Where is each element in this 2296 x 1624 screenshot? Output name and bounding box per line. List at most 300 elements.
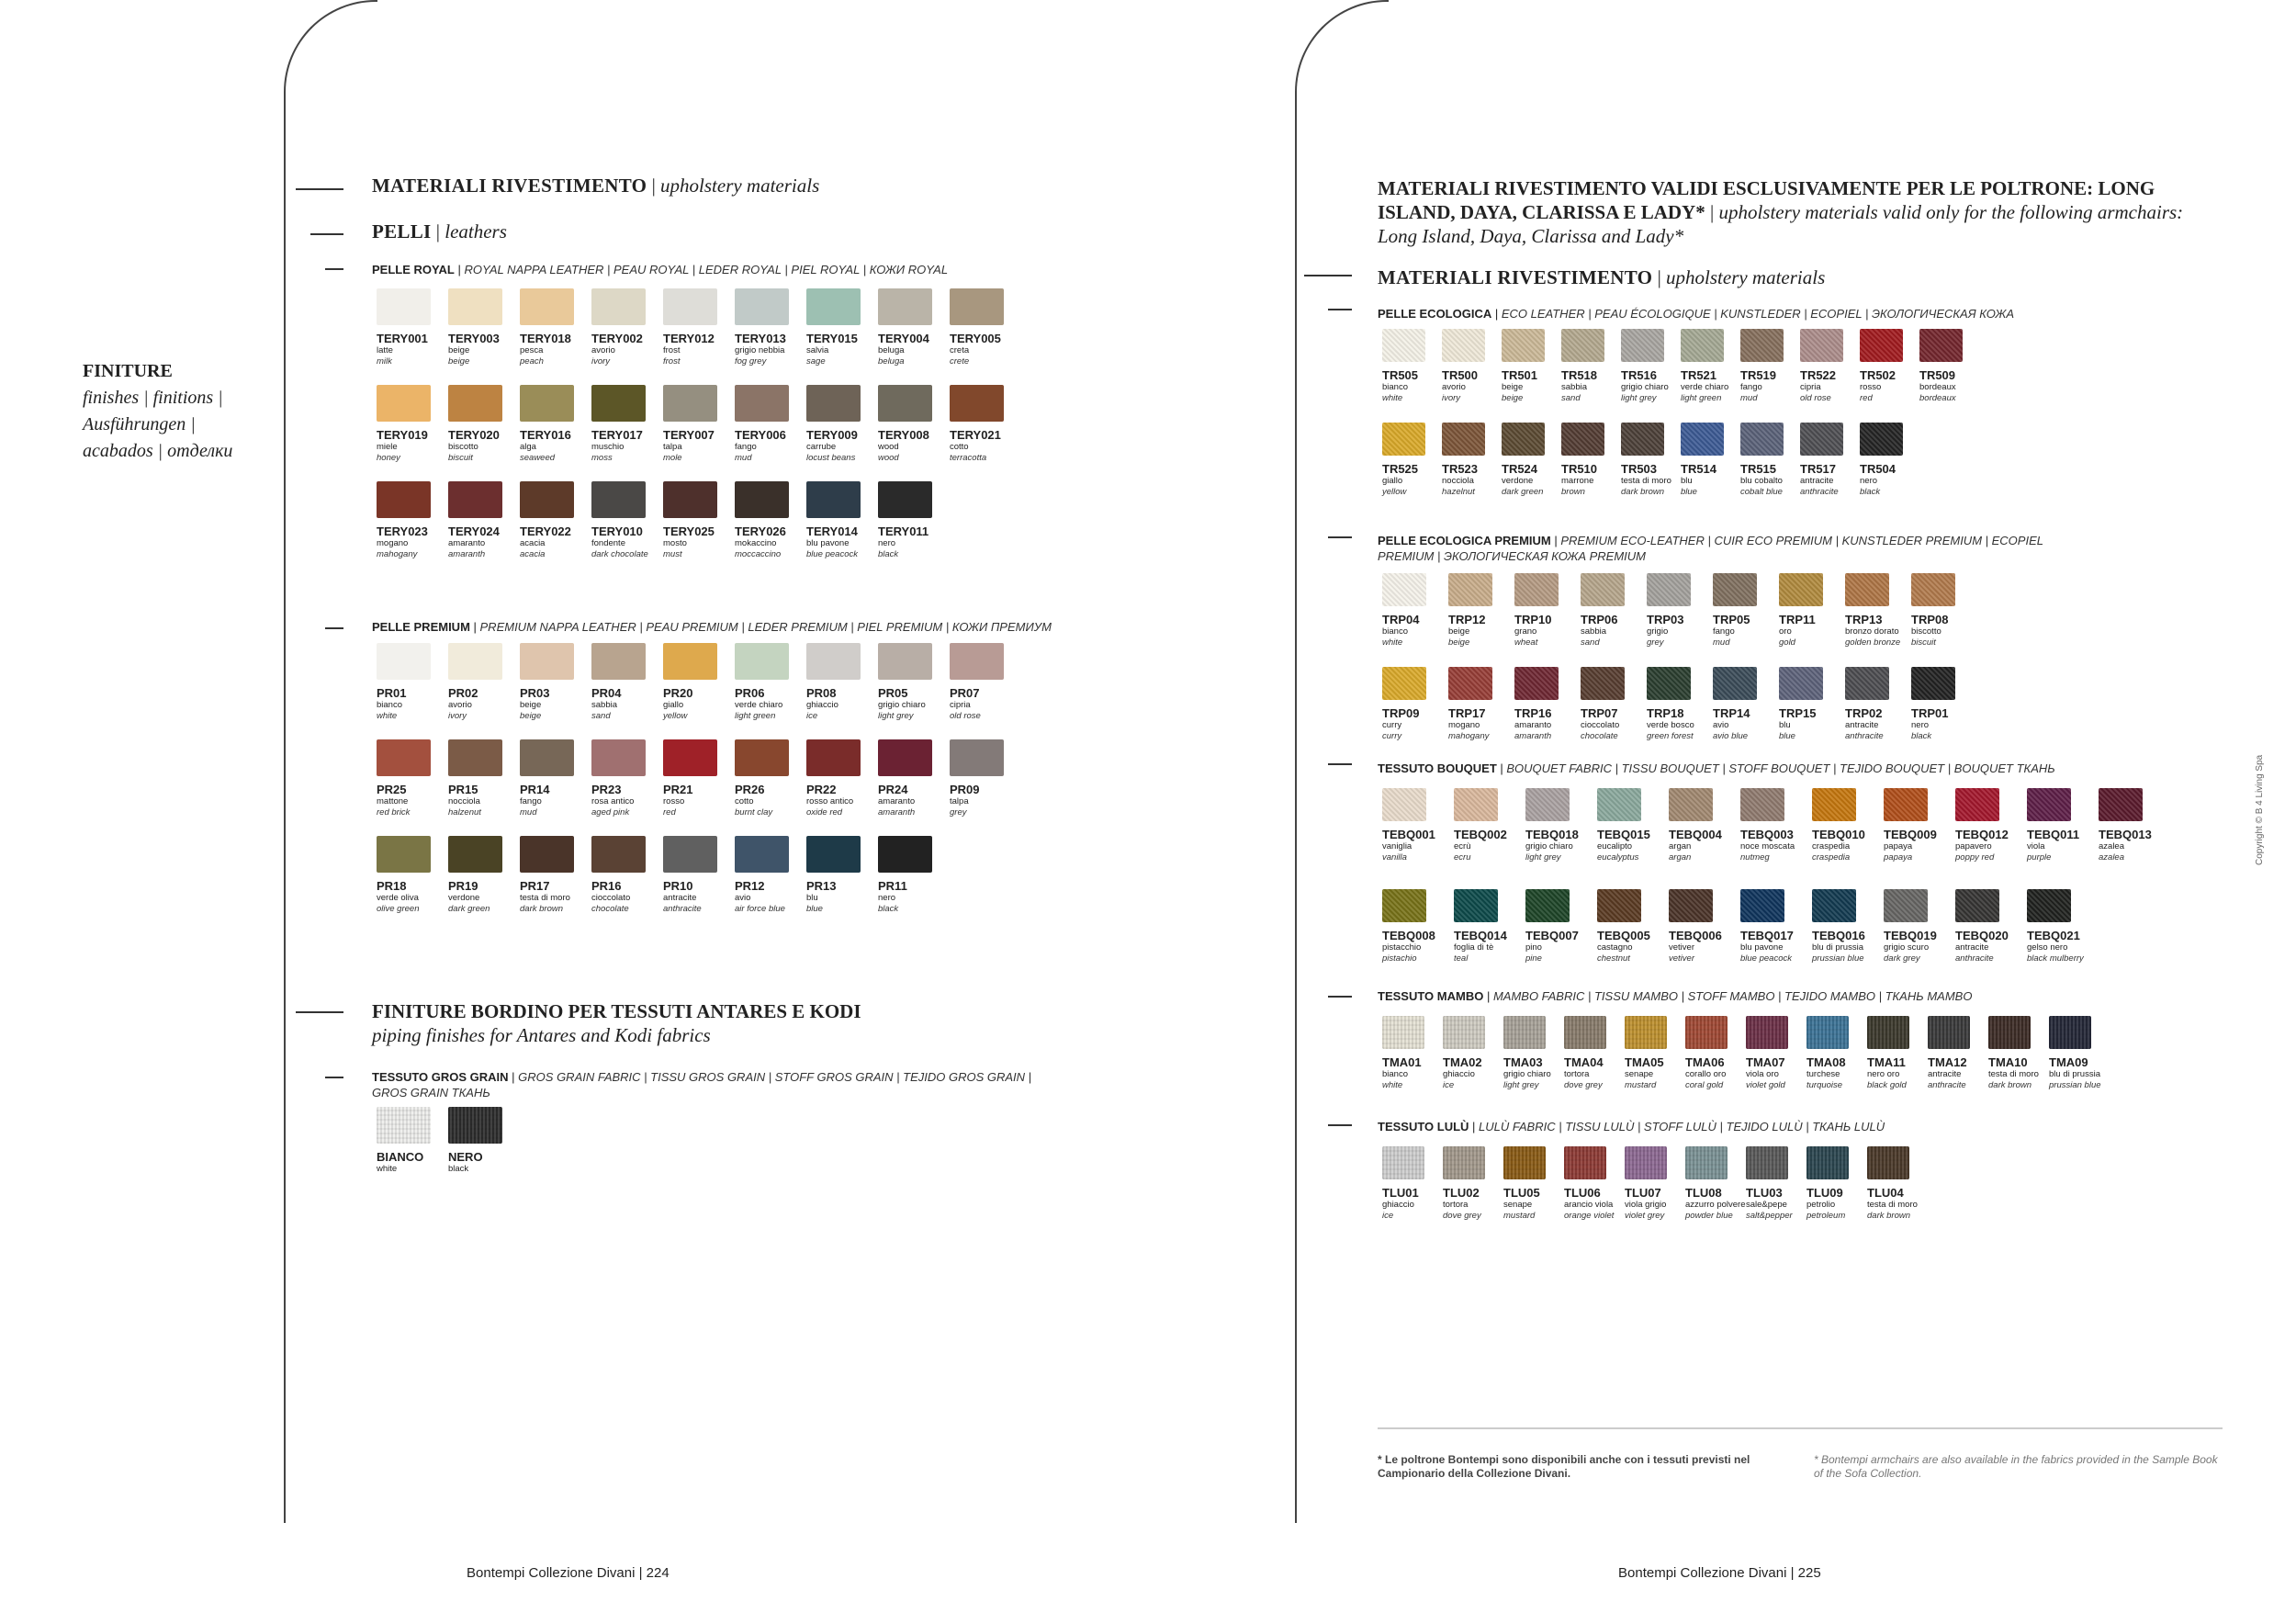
swatch-italian-name: bianco	[1382, 382, 1408, 392]
swatch-english-name: brown	[1561, 487, 1585, 497]
swatch-english-name: blue peacock	[1740, 953, 1792, 964]
swatch-item	[878, 643, 932, 739]
swatch-item	[950, 643, 1004, 739]
swatch-italian-name: ghiaccio	[1382, 1200, 1414, 1210]
swatch-chip	[663, 288, 717, 325]
swatch-chip	[950, 739, 1004, 776]
swatch-item	[1911, 573, 1955, 667]
swatch-chip	[1382, 1016, 1424, 1049]
swatch-italian-name: testa di moro	[1621, 476, 1671, 486]
swatch-english-name: light grey	[1525, 852, 1561, 863]
swatch-chip	[1647, 667, 1691, 700]
swatch-italian-name: acacia	[520, 538, 546, 548]
swatch-item	[1443, 1146, 1485, 1222]
swatch-english-name: beluga	[878, 356, 905, 367]
swatch-chip	[1812, 889, 1856, 922]
swatch-code: TEBQ013	[2099, 828, 2152, 841]
swatch-english-name: black	[1860, 487, 1881, 497]
swatch-english-name: white	[1382, 637, 1403, 648]
eco-rule	[1328, 309, 1352, 310]
swatch-code: TEBQ009	[1884, 828, 1937, 841]
swatch-english-name: blue	[806, 904, 823, 914]
swatch-chip	[520, 481, 574, 518]
swatch-item	[1443, 1016, 1485, 1108]
swatch-italian-name: amaranto	[878, 796, 916, 806]
swatch-code: TEBQ017	[1740, 929, 1794, 942]
swatch-code: TERY007	[663, 428, 715, 442]
swatch-english-name: prussian blue	[2049, 1080, 2101, 1090]
swatch-chip	[2027, 889, 2071, 922]
swatch-chip	[1955, 788, 1999, 821]
swatch-code: TR519	[1740, 368, 1777, 382]
swatch-italian-name: verdone	[1502, 476, 1534, 486]
swatch-item	[448, 288, 502, 385]
swatch-item	[1746, 1016, 1788, 1108]
swatch-italian-name: avio	[1713, 720, 1729, 730]
swatch-english-name: gold	[1779, 637, 1795, 648]
swatch-item	[878, 385, 932, 481]
swatch-chip	[1448, 667, 1492, 700]
swatch-code: TRP04	[1382, 613, 1420, 626]
swatch-chip	[1988, 1016, 2031, 1049]
swatch-english-name: dove grey	[1564, 1080, 1603, 1090]
swatch-item	[1740, 423, 1784, 516]
swatch-chip	[1502, 329, 1545, 362]
swatch-code: PR09	[950, 783, 980, 796]
swatch-italian-name: corallo oro	[1685, 1069, 1727, 1079]
swatch-code: NERO	[448, 1150, 483, 1164]
swatch-english-name: black gold	[1867, 1080, 1907, 1090]
swatch-chip	[1740, 423, 1784, 456]
swatch-item	[1867, 1016, 1909, 1108]
swatch-code: TLU01	[1382, 1186, 1419, 1200]
swatch-italian-name: senape	[1503, 1200, 1533, 1210]
swatch-english-name: azalea	[2099, 852, 2124, 863]
swatch-code: TEBQ011	[2027, 828, 2080, 841]
swatch-item	[1442, 423, 1485, 516]
swatch-code: TR523	[1442, 462, 1479, 476]
swatch-italian-name: ghiaccio	[1443, 1069, 1475, 1079]
swatch-italian-name: mogano	[377, 538, 409, 548]
swatch-italian-name: papaya	[1884, 841, 1913, 851]
swatch-chip	[806, 385, 861, 422]
swatch-english-name: blue	[1681, 487, 1697, 497]
swatch-code: TERY002	[591, 332, 643, 345]
swatch-item	[377, 288, 431, 385]
swatch-code: PR05	[878, 686, 908, 700]
swatch-chip	[591, 481, 646, 518]
swatch-english-name: purple	[2027, 852, 2052, 863]
grosgrain-rule	[325, 1077, 343, 1078]
swatch-item	[1812, 889, 1865, 990]
swatch-item	[1800, 423, 1843, 516]
swatch-item	[377, 836, 431, 932]
swatch-item	[1525, 889, 1579, 990]
swatch-italian-name: antracite	[1800, 476, 1834, 486]
swatch-code: TR522	[1800, 368, 1837, 382]
swatch-english-name: pine	[1525, 953, 1542, 964]
swatch-chip	[878, 836, 932, 873]
right-heading2: MATERIALI RIVESTIMENTO | upholstery materials	[1378, 266, 1826, 288]
swatch-chip	[1514, 667, 1559, 700]
swatch-chip	[1625, 1016, 1667, 1049]
swatch-code: PR19	[448, 879, 478, 893]
swatch-code: TLU04	[1867, 1186, 1904, 1200]
swatch-italian-name: viola grigio	[1625, 1200, 1667, 1210]
swatch-italian-name: mokaccino	[735, 538, 777, 548]
swatch-english-name: avio blue	[1713, 731, 1749, 741]
swatch-italian-name: verde chiaro	[1681, 382, 1729, 392]
swatch-chip	[806, 288, 861, 325]
swatch-item	[1884, 889, 1937, 990]
swatch-item	[735, 288, 789, 385]
swatch-item	[735, 385, 789, 481]
swatch-item	[448, 481, 502, 578]
swatch-chip	[1806, 1146, 1849, 1179]
swatch-code: TERY008	[878, 428, 929, 442]
swatch-item	[1800, 329, 1843, 423]
swatch-code: PR26	[735, 783, 765, 796]
swatch-item	[377, 643, 431, 739]
swatch-code: TMA05	[1625, 1055, 1664, 1069]
swatch-code: TMA08	[1806, 1055, 1846, 1069]
swatch-english-name: halzenut	[448, 807, 481, 818]
swatch-english-name: anthracite	[663, 904, 702, 914]
swatch-chip	[448, 288, 502, 325]
swatch-item	[806, 643, 861, 739]
swatch-italian-name: nero	[878, 538, 896, 548]
copyright-text: Copyright © B 4 Living Spa	[2255, 754, 2265, 865]
swatch-item	[591, 643, 646, 739]
swatch-italian-name: grigio chiaro	[878, 700, 926, 710]
swatch-item	[950, 385, 1004, 481]
swatch-italian-name: biscotto	[448, 442, 478, 452]
swatch-italian-name: sabbia	[1581, 626, 1606, 637]
swatch-chip	[448, 643, 502, 680]
swatch-english-name: must	[663, 549, 682, 559]
swatch-chip	[2027, 788, 2071, 821]
swatch-chip	[1740, 329, 1784, 362]
swatch-italian-name: testa di moro	[520, 893, 570, 903]
swatch-italian-name: mosto	[663, 538, 687, 548]
swatch-code: BIANCO	[377, 1150, 424, 1164]
right-page-frame	[1295, 0, 1389, 1523]
swatch-code: TMA03	[1503, 1055, 1543, 1069]
swatch-code: TRP03	[1647, 613, 1684, 626]
swatch-item	[1647, 573, 1691, 667]
swatch-english-name: pistachio	[1382, 953, 1417, 964]
swatch-code: PR18	[377, 879, 407, 893]
swatch-code: TMA11	[1867, 1055, 1906, 1069]
swatch-english-name: petroleum	[1806, 1211, 1846, 1221]
swatch-italian-name: pino	[1525, 942, 1542, 953]
swatch-code: TRP05	[1713, 613, 1750, 626]
swatch-item	[1669, 788, 1722, 889]
swatch-code: TERY010	[591, 524, 643, 538]
swatch-english-name: biscuit	[1911, 637, 1936, 648]
swatch-item	[806, 385, 861, 481]
swatch-item	[1503, 1016, 1551, 1108]
swatch-code: TMA10	[1988, 1055, 2028, 1069]
finiture-subtitle: finishes | finitions | Ausführungen | acabados | отделки	[83, 388, 233, 461]
swatch-item	[1597, 889, 1650, 990]
swatch-item	[1740, 329, 1784, 423]
swatch-italian-name: nocciola	[448, 796, 480, 806]
swatch-chip	[1845, 573, 1889, 606]
swatch-english-name: wood	[878, 453, 899, 463]
swatch-item	[1502, 423, 1545, 516]
swatch-chip	[1647, 573, 1691, 606]
swatch-italian-name: beige	[520, 700, 542, 710]
swatch-italian-name: testa di moro	[1988, 1069, 2039, 1079]
swatch-english-name: beige	[448, 356, 470, 367]
swatch-english-name: mahogany	[1448, 731, 1490, 741]
finiture-title: FINITURE	[83, 361, 173, 381]
swatch-chip	[806, 836, 861, 873]
swatch-chip	[663, 385, 717, 422]
swatch-item	[1581, 573, 1625, 667]
swatch-chip	[1681, 329, 1724, 362]
swatch-item	[878, 739, 932, 836]
swatch-chip	[663, 836, 717, 873]
swatch-italian-name: beige	[448, 345, 470, 355]
swatch-italian-name: tortora	[1564, 1069, 1590, 1079]
swatch-english-name: terracotta	[950, 453, 987, 463]
swatch-italian-name: oro	[1779, 626, 1792, 637]
swatch-item	[1382, 788, 1435, 889]
swatch-item	[1621, 423, 1671, 516]
swatch-chip	[663, 643, 717, 680]
swatch-english-name: milk	[377, 356, 392, 367]
swatch-chip	[1884, 889, 1928, 922]
swatch-code: TERY021	[950, 428, 1001, 442]
swatch-italian-name: rosso	[1860, 382, 1882, 392]
swatch-english-name: cobalt blue	[1740, 487, 1783, 497]
swatch-italian-name: fango	[1713, 626, 1735, 637]
swatch-english-name: black	[878, 549, 899, 559]
swatch-english-name: dark green	[1502, 487, 1544, 497]
swatch-italian-name: cioccolato	[591, 893, 631, 903]
swatch-code: PR12	[735, 879, 765, 893]
swatch-chip	[1713, 573, 1757, 606]
swatch-italian-name: bordeaux	[1919, 382, 1956, 392]
swatch-english-name: yellow	[663, 711, 688, 721]
swatch-code: TRP11	[1779, 613, 1816, 626]
swatch-english-name: mud	[520, 807, 537, 818]
swatch-italian-name: nero oro	[1867, 1069, 1900, 1079]
swatch-item	[1713, 667, 1757, 761]
swatch-chip	[1911, 667, 1955, 700]
swatch-italian-name: fango	[735, 442, 757, 452]
swatch-italian-name: arancio viola	[1564, 1200, 1614, 1210]
right-heading: MATERIALI RIVESTIMENTO VALIDI ESCLUSIVAMENTE PER LE POLTRONE: LONG ISLAND, DAYA, CLARISSA E LADY* | upholstery materials valid only for the following armchairs: Long Island, Daya, Clarissa and Lady*	[1378, 177, 2184, 247]
swatch-english-name: chestnut	[1597, 953, 1630, 964]
swatch-italian-name: verde bosco	[1647, 720, 1694, 730]
swatch-chip	[735, 836, 789, 873]
swatch-italian-name: avio	[735, 893, 751, 903]
swatch-italian-name: papavero	[1955, 841, 1992, 851]
swatch-english-name: seaweed	[520, 453, 556, 463]
swatch-item	[1564, 1016, 1606, 1108]
swatch-english-name: dark brown	[520, 904, 563, 914]
swatch-english-name: air force blue	[735, 904, 785, 914]
swatch-italian-name: verdone	[448, 893, 480, 903]
swatch-chip	[448, 385, 502, 422]
swatch-code: TEBQ002	[1454, 828, 1507, 841]
swatch-english-name: fog grey	[735, 356, 767, 367]
swatch-english-name: argan	[1669, 852, 1692, 863]
swatch-code: TERY014	[806, 524, 858, 538]
ecoprem-title: PELLE ECOLOGICA PREMIUM | PREMIUM ECO-LEATHER | CUIR ECO PREMIUM | KUNSTLEDER PREMIUM | ECOPIEL PREMIUM | ЭКОЛОГИЧЕСКАЯ КОЖА PREMIUM	[1378, 534, 2043, 563]
swatch-code: TRP15	[1779, 706, 1817, 720]
swatch-item	[448, 739, 502, 836]
swatch-code: PR01	[377, 686, 407, 700]
royal-swatches	[377, 288, 1004, 578]
swatch-chip	[1746, 1146, 1788, 1179]
swatch-english-name: dark chocolate	[591, 549, 648, 559]
swatch-code: TERY017	[591, 428, 643, 442]
swatch-item	[448, 385, 502, 481]
swatch-item	[2027, 788, 2080, 889]
swatch-code: TR524	[1502, 462, 1538, 476]
swatch-item	[1454, 788, 1507, 889]
left-page-frame	[284, 0, 377, 1523]
swatch-english-name: honey	[377, 453, 400, 463]
swatch-item	[1740, 889, 1794, 990]
swatch-code: TERY011	[878, 524, 929, 538]
swatch-english-name: red	[1860, 393, 1873, 403]
swatch-code: TERY003	[448, 332, 500, 345]
swatch-code: TRP08	[1911, 613, 1949, 626]
swatch-italian-name: senape	[1625, 1069, 1654, 1079]
swatch-chip	[1443, 1016, 1485, 1049]
swatch-english-name: black mulberry	[2027, 953, 2084, 964]
swatch-italian-name: gelso nero	[2027, 942, 2068, 953]
swatch-item	[591, 481, 646, 578]
swatch-chip	[377, 739, 431, 776]
swatch-code: TEBQ012	[1955, 828, 2009, 841]
swatch-english-name: golden bronze	[1845, 637, 1901, 648]
swatch-italian-name: pistacchio	[1382, 942, 1422, 953]
premium-swatches	[377, 643, 1004, 932]
swatch-item	[735, 643, 789, 739]
swatch-chip	[1867, 1016, 1909, 1049]
swatch-code: PR14	[520, 783, 550, 796]
swatch-chip	[878, 739, 932, 776]
swatch-italian-name: vaniglia	[1382, 841, 1412, 851]
swatch-italian-name: foglia di tè	[1454, 942, 1494, 953]
swatch-italian-name: grigio chiaro	[1621, 382, 1669, 392]
swatch-code: TRP07	[1581, 706, 1618, 720]
swatch-code: TR504	[1860, 462, 1896, 476]
swatch-italian-name: eucalipto	[1597, 841, 1633, 851]
swatch-english-name: mustard	[1625, 1080, 1657, 1090]
swatch-english-name: ecru	[1454, 852, 1471, 863]
swatch-english-name: blue peacock	[806, 549, 858, 559]
swatch-code: TERY016	[520, 428, 571, 442]
swatch-chip	[520, 836, 574, 873]
swatch-english-name: anthracite	[1928, 1080, 1966, 1090]
swatch-english-name: mole	[663, 453, 682, 463]
swatch-item	[735, 739, 789, 836]
swatch-english-name: ice	[806, 711, 818, 721]
swatch-item	[1860, 423, 1903, 516]
swatch-english-name: olive green	[377, 904, 420, 914]
swatch-chip	[1669, 788, 1713, 821]
swatch-english-name: poppy red	[1955, 852, 1995, 863]
swatch-chip	[1382, 329, 1425, 362]
swatch-item	[1382, 667, 1426, 761]
swatch-code: PR22	[806, 783, 837, 796]
swatch-item	[950, 739, 1004, 836]
premium-title: PELLE PREMIUM | PREMIUM NAPPA LEATHER | PEAU PREMIUM | LEDER PREMIUM | PIEL PREMIUM | КОЖИ ПРЕМИУМ	[372, 620, 1052, 634]
swatch-item	[806, 739, 861, 836]
swatch-item	[1988, 1016, 2039, 1108]
swatch-chip	[1621, 329, 1664, 362]
swatch-italian-name: curry	[1382, 720, 1402, 730]
swatch-chip	[1955, 889, 1999, 922]
swatch-italian-name: nocciola	[1442, 476, 1474, 486]
swatch-english-name: papaya	[1884, 852, 1913, 863]
swatch-code: TERY022	[520, 524, 571, 538]
bordino-rule	[296, 1011, 343, 1013]
swatch-item	[1581, 667, 1625, 761]
swatch-chip	[1597, 788, 1641, 821]
swatch-chip	[735, 643, 789, 680]
swatch-item	[1647, 667, 1694, 761]
swatch-code: TERY024	[448, 524, 500, 538]
swatch-code: TEBQ018	[1525, 828, 1579, 841]
swatch-item	[1382, 423, 1425, 516]
swatch-english-name: mustard	[1503, 1211, 1536, 1221]
swatch-chip	[1564, 1016, 1606, 1049]
swatch-italian-name: giallo	[1382, 476, 1403, 486]
swatch-code: TERY015	[806, 332, 858, 345]
swatch-item	[1525, 788, 1579, 889]
swatch-chip	[1382, 667, 1426, 700]
swatch-code: TERY026	[735, 524, 786, 538]
swatch-item	[591, 739, 646, 836]
swatch-italian-name: grano	[1514, 626, 1537, 637]
swatch-english-name: eucalyptus	[1597, 852, 1639, 863]
left-footer: Bontempi Collezione Divani | 224	[467, 1565, 670, 1581]
swatch-english-name: dark brown	[1867, 1211, 1910, 1221]
swatch-item	[1382, 1146, 1424, 1222]
swatch-item	[663, 385, 717, 481]
swatch-chip	[1928, 1016, 1970, 1049]
swatch-italian-name: sale&pepe	[1746, 1200, 1787, 1210]
swatch-italian-name: verde chiaro	[735, 700, 783, 710]
swatch-code: TEBQ004	[1669, 828, 1722, 841]
swatch-code: PR04	[591, 686, 622, 700]
swatch-chip	[591, 739, 646, 776]
swatch-item	[591, 385, 646, 481]
swatch-italian-name: ecrù	[1454, 841, 1471, 851]
swatch-italian-name: blu pavone	[806, 538, 850, 548]
swatch-chip	[735, 385, 789, 422]
swatch-item	[377, 481, 431, 578]
swatch-english-name: violet gold	[1746, 1080, 1785, 1090]
swatch-italian-name: viola	[2027, 841, 2045, 851]
mambo-rule	[1328, 996, 1352, 998]
swatch-item	[377, 739, 431, 836]
swatch-italian-name: beige	[1448, 626, 1470, 637]
swatch-italian-name: cotto	[735, 796, 754, 806]
swatch-english-name: moss	[591, 453, 613, 463]
swatch-english-name: anthracite	[1845, 731, 1884, 741]
swatch-item	[1955, 889, 2009, 990]
swatch-code: TERY025	[663, 524, 715, 538]
